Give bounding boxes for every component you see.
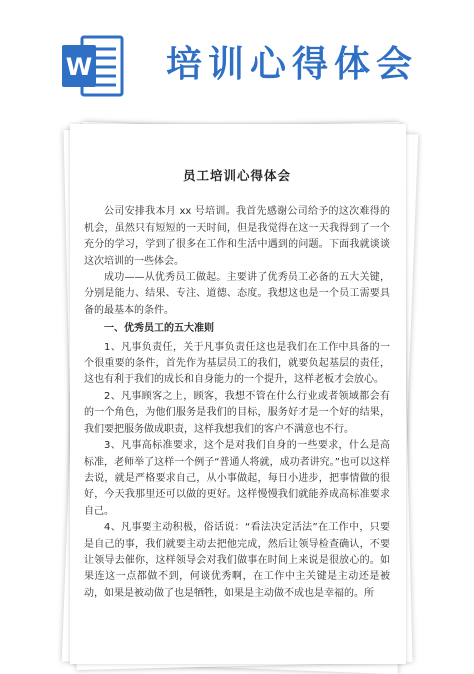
paragraph: 2、凡事顾客之上，顾客，我想不管在什么行业或者领域都会有的一个角色，为他们服务是我们的目标，服务好才是一个好的结果，我们要把服务做成职责，这样我想我们的客户不满意也不行。 xyxy=(84,390,390,435)
paragraph: 4、凡事要主动积极，俗话说：“看法决定活法”在工作中，只要是自己的事，我们就要主动去把他完成，然后让领导检查确认，不要让领导去催你，这样领导会对我们做事在时间上来说是很放心的。如果连这一点都做不到，何谈优秀啊，在工作中主关键是主动还是被动，如果是被动做了也是牺牲，如果是主动做不成也是幸福的。所 xyxy=(84,522,390,599)
section-heading: 一、优秀员工的五大准则 xyxy=(104,323,214,335)
paragraph: 1、凡事负责任，关于凡事负责任这也是我们在工作中具备的一个很重要的条件，首先作为基层员工的我们，就要负起基层的责任，这也有利于我们的成长和自身能力的一个提升，这样老板才会放心。 xyxy=(84,341,390,386)
document-body xyxy=(84,168,390,602)
document-title: 员工培训心得体会 xyxy=(182,168,291,183)
word-document-icon xyxy=(62,33,124,99)
document-page xyxy=(70,124,406,664)
paragraph: 成功——从优秀员工做起。主要讲了优秀员工必备的五大关键，分别是能力、结果、专注、道德、态度。我想这也是一个员工需要具备的最基本的条件。 xyxy=(84,272,390,316)
paper-stack xyxy=(66,120,410,668)
svg-text:W: W xyxy=(65,53,93,81)
paragraph: 3、凡事高标准要求，这个是对我们自身的一些要求，什么是高标准，老师举了这样一个例子“普通人将就，成功者讲究。”也可以这样去说，就是严格要求自己，从小事做起，每日小进步，把事情做的很好，今天我那里还可以做的更好。这样慢慢我们就能养成高标准要求自己。 xyxy=(84,440,390,517)
paragraph: 公司安排我本月 xx 号培训。我首先感谢公司给予的这次难得的机会，虽然只有短短的一天时间，但是我觉得在这一天我得到了一个充分的学习，学到了很多在工作和生活中遇到的问题。下面我就谈谈这次培训的一些体会。 xyxy=(84,206,390,267)
banner-title: 培训心得体会 xyxy=(166,44,419,85)
header-banner xyxy=(0,0,474,118)
